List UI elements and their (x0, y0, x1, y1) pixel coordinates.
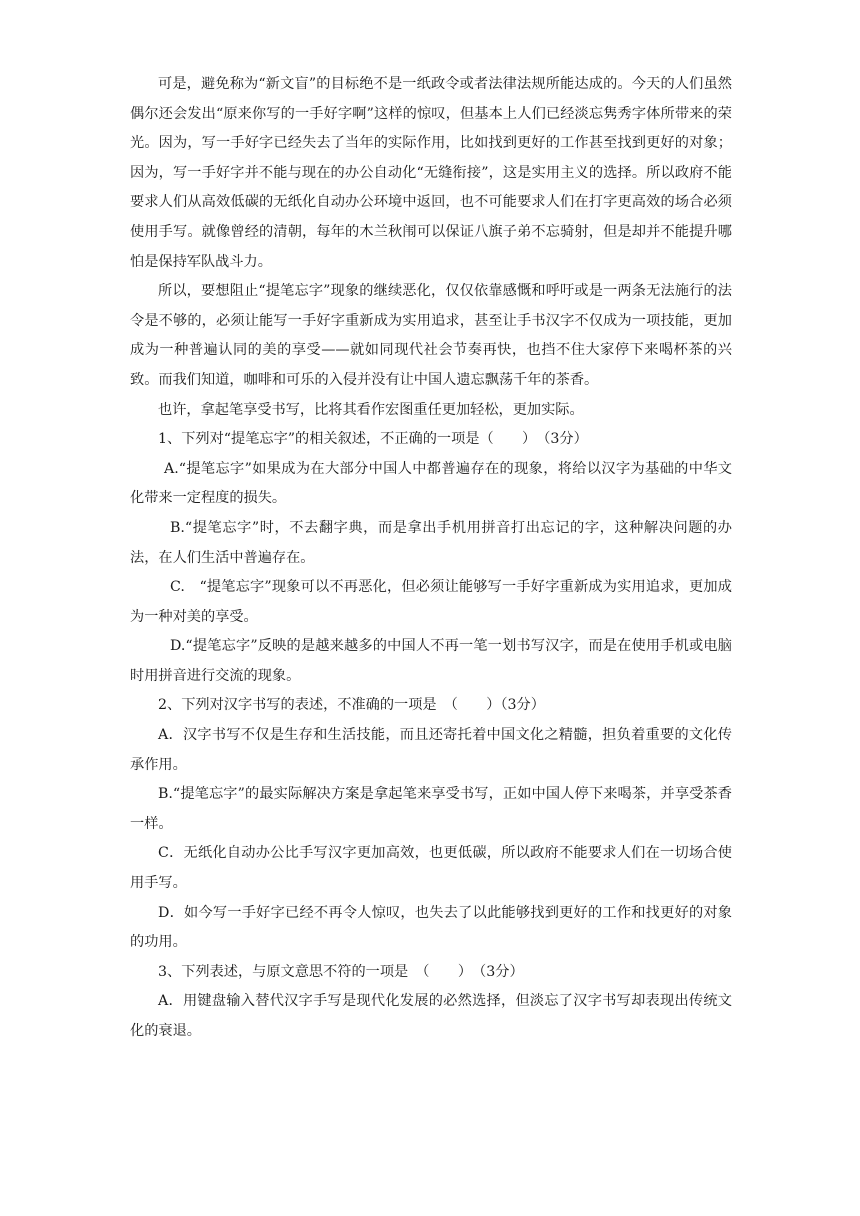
question-2-option-b: B.“提笔忘字”的最实际解决方案是拿起笔来享受书写，正如中国人停下来喝茶，并享受茶香一样。 (130, 786, 732, 832)
question-3-title: 3、下列表述，与原文意思不符的一项是 （ ） （3分） (158, 963, 524, 980)
question-1-title: 1、下列对“提笔忘字”的相关叙述，不正确的一项是（ ） （3分） (158, 431, 588, 448)
question-2-option-c: C．无纸化自动办公比手写汉字更加高效，也更低碳，所以政府不能要求人们在一切场合使用手写。 (130, 845, 732, 892)
passage-paragraph: 所以，要想阻止“提笔忘字”现象的继续恶化，仅仅依靠感慨和呼吁或是一两条无法施行的法令是不够的，必须让能写一手好字重新成为实用追求，甚至让手书汉字不仅成为一项技能，更加成为一种普遍认同的美的享受——就如同现代社会节奏再快，也挡不住大家停下来喝杯茶的兴致。而我们知道，咖啡和可乐的入侵并没有让中国人遗忘飘荡千年的茶香。 (130, 283, 732, 388)
question-2-title: 2、下列对汉字书写的表述，不准确的一项是 （ ）（3分） (158, 697, 545, 714)
question-1-option-b: B.“提笔忘字”时，不去翻字典，而是拿出手机用拼音打出忘记的字，这种解决问题的办法，在人们生活中普遍存在。 (130, 519, 732, 566)
question-2-option-d: D．如今写一手好字已经不再令人惊叹，也失去了以此能够找到更好的工作和找更好的对象的功用。 (130, 904, 732, 951)
question-1-option-c: C. “提笔忘字”现象可以不再恶化，但必须让能够写一手好字重新成为实用追求，更加成为一种对美的享受。 (130, 579, 732, 625)
question-2-option-a: A．汉字书写不仅是生存和生活技能，而且还寄托着中国文化之精髓，担负着重要的文化传承作用。 (130, 727, 732, 773)
question-1-option-a: A.“提笔忘字”如果成为在大部分中国人中都普遍存在的现象，将给以汉字为基础的中华文化带来一定程度的损失。 (130, 460, 732, 507)
question-1-option-d: D.“提笔忘字”反映的是越来越多的中国人不再一笔一划书写汉字，而是在使用手机或电脑时用拼音进行交流的现象。 (130, 638, 732, 684)
passage-paragraph: 也许，拿起笔享受书写，比将其看作宏图重任更加轻松，更加实际。 (158, 401, 584, 418)
document-body (130, 70, 732, 1047)
question-3-option-a: A．用键盘输入替代汉字手写是现代化发展的必然选择，但淡忘了汉字书写却表现出传统文化的衰退。 (130, 993, 732, 1039)
passage-paragraph: 可是，避免称为“新文盲”的目标绝不是一纸政令或者法律法规所能达成的。今天的人们虽然偶尔还会发出“原来你写的一手好字啊”这样的惊叹，但基本上人们已经淡忘隽秀字体所带来的荣光。因为，写一手好字已经失去了当年的实际作用，比如找到更好的工作甚至找到更好的对象；因为，写一手好字并不能与现在的办公自动化“无缝衔接”，这是实用主义的选择。所以政府不能要求人们从高效低碳的无纸化自动办公环境中返回，也不可能要求人们在打字更高效的场合必须使用手写。就像曾经的清朝，每年的木兰秋闱可以保证八旗子弟不忘骑射，但是却并不能提升哪怕是保持军队战斗力。 (130, 76, 732, 270)
